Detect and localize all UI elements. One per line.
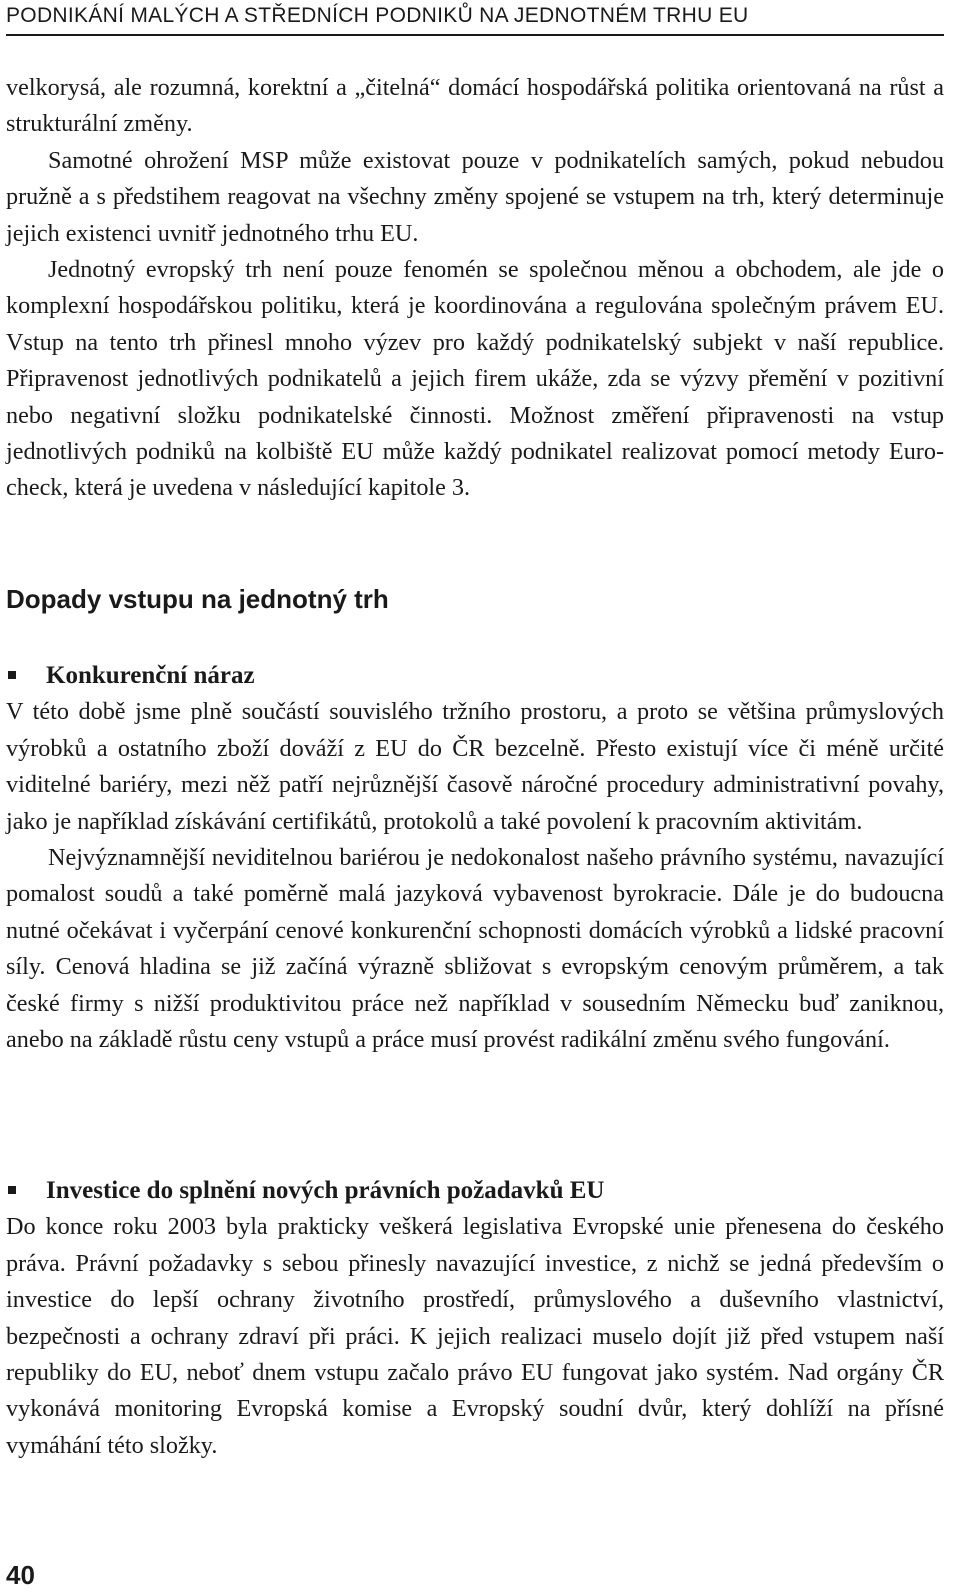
- competition-paragraph-1: V této době jsme plně součástí souvislého tržního prostoru, a proto se většina průmyslových výrobků a ostatního zboží dováží z EU do ČR bezcelně. Přesto existují více či méně určité viditelné bariéry, mezi něž patří nejrůznější časově náročné procedury administrativní povahy, jako je například získávání certifikátů, protokolů a také povolení k pracovním aktivitám.: [6, 698, 944, 835]
- square-bullet-icon: [8, 1186, 16, 1194]
- subsection-investment: [6, 1173, 944, 1464]
- intro-paragraph-continuation: velkorysá, ale rozumná, korektní a „čitelná“ domácí hospodářská politika orientovaná na růst a strukturální změny.: [6, 74, 944, 138]
- document-page: [6, 0, 944, 1595]
- investment-paragraph: Do konce roku 2003 byla prakticky veškerá legislativa Evropské unie přenesena do českého práva. Právní požadavky s sebou přinesly navazující investice, z nichž se jedná především o investice do lepší ochrany životního prostředí, průmyslového a duševního vlastnictví, bezpečnosti a ochrany zdraví při práci. K jejich realizaci muselo dojít již před vstupem naší republiky do EU, neboť dnem vstupu začalo právo EU fungovat jako systém. Nad orgány ČR vykonává monitoring Evropská komise a Evropský soudní dvůr, který dohlíží na přísné vymáhání této složky.: [6, 1213, 944, 1459]
- subsection-competition: [6, 658, 944, 1058]
- intro-text-block: [6, 70, 944, 507]
- intro-paragraph-threat: Samotné ohrožení MSP může existovat pouze v podnikatelích samých, pokud nebudou pružně a s předstihem reagovat na všechny změny spojené se vstupem na trh, který determinuje jejich existenci uvnitř jednotného trhu EU.: [6, 146, 944, 247]
- competition-paragraph-2: Nejvýznamnější neviditelnou bariérou je nedokonalost našeho právního systému, navazující pomalost soudů a také poměrně malá jazyková vybavenost byrokracie. Dále je do budoucna nutné očekávat i vyčerpání cenové konkurenční schopnosti domácích výrobků a lidské pracovní síly. Cenová hladina se již začíná výrazně sbližovat s evropským cenovým průměrem, a tak české firmy s nižší produktivitou práce než například v sousedním Německu buď zaniknou, anebo na základě růstu ceny vstupů a práce musí provést radikální změnu svého fungování.: [6, 844, 944, 1054]
- square-bullet-icon: [8, 671, 16, 679]
- intro-paragraph-single-market: Jednotný evropský trh není pouze fenomén se společnou měnou a obchodem, ale jde o komplexní hospodářskou politiku, která je koordinována a regulována společným právem EU. Vstup na tento trh přinesl mnoho výzev pro každý podnikatelský subjekt v naší republice. Připravenost jednotlivých podnikatelů a jejich firem ukáže, zda se výzvy přemění v pozitivní nebo negativní složku podnikatelské činnosti. Možnost změření připravenosti na vstup jednotlivých podniků na kolbiště EU může každý podnikatel realizovat pomocí metody Euro-check, která je uvedena v následující kapitole 3.: [6, 256, 944, 502]
- subsection-heading-investment: Investice do splnění nových právních požadavků EU: [46, 1177, 605, 1204]
- section-heading: Dopady vstupu na jednotný trh: [6, 584, 389, 614]
- page-number: 40: [6, 1560, 35, 1590]
- running-header: PODNIKÁNÍ MALÝCH A STŘEDNÍCH PODNIKŮ NA JEDNOTNÉM TRHU EU: [6, 4, 944, 36]
- subsection-heading-competition: Konkurenční náraz: [46, 662, 255, 689]
